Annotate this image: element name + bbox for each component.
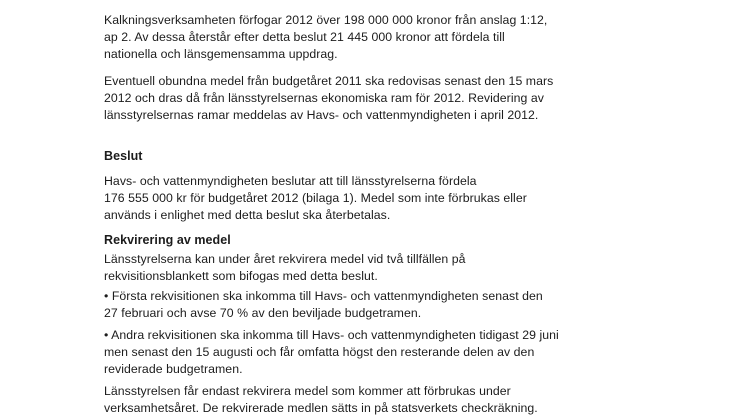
bullet-item: • Andra rekvisitionen ska inkomma till Havs- och vattenmyndigheten tidigast 29 juni bbox=[104, 328, 559, 342]
text-line: Länsstyrelserna kan under året rekvirera medel vid två tillfällen på bbox=[104, 252, 466, 266]
text-line: Havs- och vattenmyndigheten beslutar att till länsstyrelserna fördela bbox=[104, 174, 477, 188]
text-line: nationella och länsgemensamma uppdrag. bbox=[104, 47, 338, 61]
section-heading-rekvirering: Rekvirering av medel bbox=[104, 233, 231, 247]
text-line bbox=[104, 383, 511, 400]
text-line: länsstyrelsernas ramar meddelas av Havs- och vattenmyndigheten i april 2012. bbox=[104, 108, 539, 122]
bullet-item: reviderade budgetramen. bbox=[104, 362, 243, 376]
text-line: Eventuell obundna medel från budgetåret 2011 ska redovisas senast den 15 mars bbox=[104, 74, 554, 88]
text-line: rekvisitionsblankett som bifogas med detta beslut. bbox=[104, 269, 378, 283]
text-line: 2012 och dras då från länsstyrelsernas ekonomiska ram för 2012. Revidering av bbox=[104, 91, 544, 105]
bullet-item: 27 februari och avse 70 % av den beviljade budgetramen. bbox=[104, 306, 422, 320]
text-line: ap 2. Av dessa återstår efter detta beslut 21 445 000 kronor att fördela till bbox=[104, 30, 505, 44]
text-line: 176 555 000 kr för budgetåret 2012 (bilaga 1). Medel som inte förbrukas eller bbox=[104, 191, 527, 205]
text-line: används i enlighet med detta beslut ska återbetalas. bbox=[104, 208, 391, 222]
section-heading-beslut: Beslut bbox=[104, 149, 143, 163]
bullet-item: men senast den 15 augusti och får omfatta högst den resterande delen av den bbox=[104, 345, 535, 359]
bullet-item: • Första rekvisitionen ska inkomma till Havs- och vattenmyndigheten senast den bbox=[104, 289, 543, 303]
closing-line-1: Länsstyrelsen får endast rekvirera medel som kommer att förbrukas under bbox=[104, 384, 511, 398]
text-line: Kalkningsverksamheten förfogar 2012 över 198 000 000 kronor från anslag 1:12, bbox=[104, 13, 548, 27]
text-line: verksamhetsåret. De rekvirerade medlen sätts in på statsverkets checkräkning. bbox=[104, 401, 538, 415]
